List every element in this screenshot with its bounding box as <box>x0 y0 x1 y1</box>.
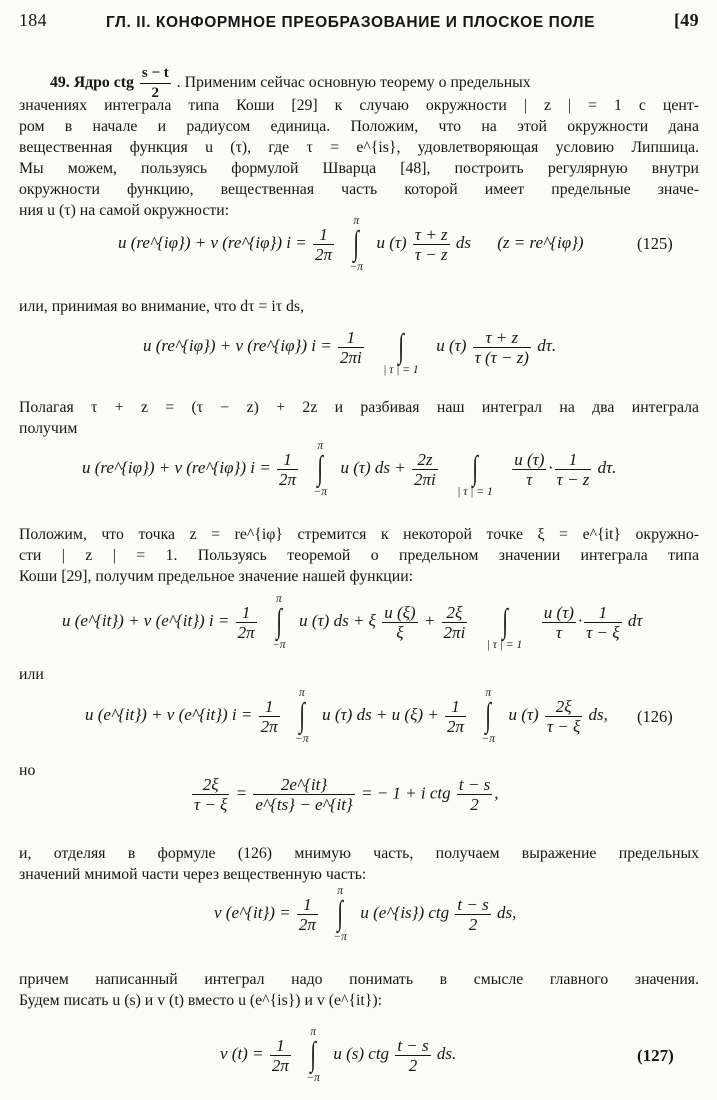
equation-f <box>214 885 516 943</box>
eq-fraction <box>259 697 280 736</box>
frac-num: 1 <box>236 603 257 623</box>
frac-den: τ <box>526 469 533 489</box>
frac-den: 2 <box>470 795 479 814</box>
section-frac-den: 2 <box>151 85 160 101</box>
text-line: получим <box>19 420 78 437</box>
eq-fraction <box>297 895 318 934</box>
frac-den: τ − ξ <box>194 795 228 814</box>
frac-num: 1 <box>259 697 280 717</box>
frac-num: τ + z <box>414 224 448 244</box>
integral-upper-limit: π <box>299 687 305 699</box>
eq-tail: ds, <box>588 704 608 724</box>
eq-integrand: u (τ) <box>508 704 539 724</box>
eq-fraction <box>457 775 492 814</box>
equation-126 <box>85 687 608 745</box>
text-line: Будем писать u (s) и v (t) вместо u (e^{is}) и v (e^{it}): <box>19 992 383 1009</box>
frac-den: 2π <box>237 622 255 642</box>
paragraph-4 <box>19 843 699 885</box>
frac-num: 1 <box>338 328 364 348</box>
equation-d: u (e^{it}) + v (e^{it}) i = $\frac{1}{2\pi}$ π ∫ −π u (τ) ds + ξ $\frac{u (\xi)}{\xi}$ + $\frac{2\xi}{2\pi i}$ ∫ | τ | = 1 $\frac{u (\tau)}{\tau}$ · $\frac{1}{\tau - \xi}$ dτ <box>62 593 643 651</box>
frac-den: 2π <box>447 716 465 736</box>
eq-fraction <box>455 895 490 934</box>
eq-lhs: u (e^{it}) + v (e^{it}) i = <box>85 704 253 724</box>
eq-fraction <box>512 450 546 489</box>
eq-fraction <box>277 450 298 489</box>
eq-integrand: u (τ) <box>376 232 407 252</box>
text-line: или <box>19 666 44 683</box>
text-line: причем написанный интеграл надо понимать в смысле главного значения. <box>19 971 699 988</box>
eq-integrand: u (s) ctg <box>333 1043 390 1063</box>
chapter-title: ГЛ. II. КОНФОРМНОЕ ПРЕОБРАЗОВАНИЕ И ПЛОСКОЕ ПОЛЕ <box>106 14 596 31</box>
frac-num: 1 <box>445 697 466 717</box>
text-line: вещественная функция u (τ), где τ = e^{is}, удовлетворяющая условию Липшица. <box>19 139 699 156</box>
text-or-2 <box>19 664 699 685</box>
text-line: ния u (τ) на самой окружности: <box>19 202 230 219</box>
frac-den: e^{ts} − e^{it} <box>255 795 353 814</box>
eq-fraction <box>542 603 576 642</box>
equation-c: u (re^{iφ}) + v (re^{iφ}) i = $\frac{1}{2\pi}$ π ∫ −π u (τ) ds + $\frac{2z}{2\pi i}$ ∫ | τ | = 1 $\frac{u (\tau)}{\tau}$ · $\frac{1}{\tau - z}$ dτ. <box>82 440 617 498</box>
text-line: значениях интеграла типа Коши [29] к случаю окружности | z | = 1 с цент- <box>19 97 699 114</box>
page-number: 184 <box>19 10 47 30</box>
integral-lower-limit: −π <box>349 261 364 273</box>
integral-lower-limit: −π <box>481 733 496 745</box>
eq-integrand: u (τ) ds + <box>340 457 406 477</box>
frac-num: t − s <box>397 1035 429 1055</box>
equation-e <box>190 775 498 814</box>
eq-fraction <box>313 225 334 264</box>
frac-den: 2πi <box>443 622 466 642</box>
text-line: окружности функцию, вещественная часть которой имеет предельные значе- <box>19 181 699 198</box>
integral-lower-limit: | τ | = 1 <box>383 364 419 376</box>
frac-num: 2ξ <box>192 775 229 795</box>
frac-den: 2π <box>298 914 316 934</box>
integral-sign: π ∫ −π <box>327 885 353 943</box>
text-or-1 <box>19 296 699 317</box>
frac-num: 1 <box>313 225 334 245</box>
equation-b <box>143 318 556 376</box>
equation-number: (126) <box>637 707 673 726</box>
section-ref: [49 <box>674 10 699 30</box>
text-line: но <box>19 762 36 779</box>
eq-fraction <box>270 1036 291 1075</box>
section-intro: . Применим сейчас основную теорему о предельных <box>176 74 531 92</box>
frac-den: 2π <box>278 469 296 489</box>
eq-fraction <box>584 603 621 642</box>
text-line: Мы можем, пользуясь формулой Шварца [48], построить регулярную внутри <box>19 160 699 177</box>
eq-operator: + <box>423 610 436 630</box>
text-line: Коши [29], получим предельное значение нашей функции: <box>19 568 414 585</box>
equation-number: (125) <box>637 234 673 253</box>
integral-sign: ∫ | τ | = 1 <box>373 318 429 376</box>
eq-tail: dτ. <box>597 457 617 477</box>
frac-den: ξ <box>396 622 404 642</box>
eq-lhs: v (t) = <box>220 1043 264 1063</box>
eq-fraction <box>545 697 582 736</box>
equation-number: (127) <box>637 1046 674 1065</box>
frac-num: t − s <box>457 894 489 914</box>
integral-upper-limit: π <box>310 1026 316 1038</box>
equation-127 <box>220 1026 456 1084</box>
integral-upper-limit: π <box>276 593 282 605</box>
integral-sign: π ∫ −π <box>307 440 333 498</box>
paragraph-1 <box>19 95 699 221</box>
section-label: 49. Ядро ctg <box>50 74 134 92</box>
eq-lhs: u (re^{iφ}) + v (re^{iφ}) i = <box>118 232 307 252</box>
eq-integrand: u (τ) ds + u (ξ) + <box>322 704 439 724</box>
eq-fraction <box>555 450 592 489</box>
integral-upper-limit: π <box>337 885 344 897</box>
eq-fraction <box>473 328 531 367</box>
eq-fraction <box>236 603 257 642</box>
frac-den: τ − ξ <box>546 716 581 736</box>
frac-den: 2πi <box>414 469 436 489</box>
text-line: ром в начале и радиусом единица. Положим, что на этой окружности дана <box>19 118 699 135</box>
frac-den: τ − z <box>556 469 590 489</box>
frac-num: τ + z <box>473 328 531 348</box>
eq-fraction <box>412 450 438 489</box>
eq-lhs: u (re^{iφ}) + v (re^{iφ}) i = <box>82 457 271 477</box>
paragraph-2 <box>19 397 699 439</box>
eq-lhs: v (e^{it}) = <box>214 902 291 922</box>
frac-den: 2πi <box>339 347 362 367</box>
eq-fraction <box>413 225 450 264</box>
frac-num: 2z <box>412 450 438 470</box>
paragraph-3 <box>19 524 699 587</box>
frac-den: 2π <box>314 244 332 264</box>
integral-upper-limit: π <box>485 687 492 699</box>
frac-num: 2ξ <box>442 603 468 623</box>
eq-fraction <box>445 697 466 736</box>
frac-num: t − s <box>458 775 491 794</box>
frac-num: 1 <box>584 603 621 623</box>
text-line: Полагая τ + z = (τ − z) + 2z и разбивая наш интеграл на два интеграла <box>19 399 699 416</box>
eq-tail: dτ. <box>537 335 557 355</box>
frac-den: τ (τ − z) <box>474 347 529 367</box>
frac-den: 2π <box>260 716 278 736</box>
integral-sign: ∫ | τ | = 1 <box>447 440 503 498</box>
integral-lower-limit: −π <box>333 931 347 943</box>
frac-num: u (τ) <box>514 449 545 469</box>
eq-tail: , <box>494 783 499 803</box>
integral-sign: π ∫ −π <box>289 687 315 745</box>
eq-fraction <box>395 1036 430 1075</box>
frac-num: 1 <box>297 895 318 915</box>
integral-lower-limit: −π <box>295 733 309 745</box>
frac-num: u (ξ) <box>384 602 416 622</box>
eq-integrand: u (τ) ds + ξ <box>299 610 376 630</box>
eq-tail: ds. <box>436 1043 457 1063</box>
eq-tail: ds <box>455 232 471 252</box>
paragraph-5 <box>19 969 699 1011</box>
frac-num: 2ξ <box>545 697 582 717</box>
text-line: сти | z | = 1. Пользуясь теоремой о предельном значении интеграла типа <box>19 547 699 564</box>
eq-tail: ds, <box>496 902 517 922</box>
text-line: значений мнимой части через вещественную часть: <box>19 866 367 883</box>
integral-lower-limit: −π <box>272 639 286 651</box>
equation-125 <box>118 215 584 273</box>
integral-sign: π ∫ −π <box>300 1026 326 1084</box>
frac-den: τ <box>555 622 562 642</box>
frac-den: 2 <box>408 1055 418 1075</box>
eq-rhs: = − 1 + i ctg <box>360 783 451 803</box>
eq-fraction <box>192 775 229 814</box>
integral-sign: π ∫ −π <box>266 593 292 651</box>
integral-sign: ∫ | τ | = 1 <box>477 593 533 651</box>
frac-num: 1 <box>270 1036 291 1056</box>
eq-integrand: u (e^{is}) ctg <box>360 902 450 922</box>
frac-num: 2e^{it} <box>253 775 354 795</box>
eq-fraction <box>442 603 468 642</box>
integral-sign: π ∫ −π <box>475 687 501 745</box>
eq-operator: = <box>235 783 248 803</box>
integral-upper-limit: π <box>353 215 360 227</box>
eq-lhs: u (e^{it}) + v (e^{it}) i = <box>62 610 230 630</box>
frac-den: τ − ξ <box>586 622 620 642</box>
eq-integrand: u (τ) <box>436 335 467 355</box>
eq-fraction <box>382 603 417 642</box>
frac-den: τ − z <box>414 244 448 264</box>
text-line: Положим, что точка z = re^{iφ} стремится к некоторой точке ξ = e^{it} окружно- <box>19 526 699 543</box>
eq-tail: dτ <box>627 610 643 630</box>
section-frac-num: s − t <box>140 64 171 84</box>
frac-num: u (τ) <box>543 602 574 622</box>
frac-den: 2π <box>271 1055 289 1075</box>
integral-lower-limit: −π <box>313 486 328 498</box>
frac-den: 2 <box>468 914 478 934</box>
text-line: и, отделяя в формуле (126) мнимую часть, получаем выражение предельных <box>19 845 699 862</box>
integral-sign: π ∫ −π <box>343 215 369 273</box>
eq-fraction <box>253 775 354 814</box>
text-line: или, принимая во внимание, что dτ = iτ ds, <box>19 298 305 315</box>
eq-lhs: u (re^{iφ}) + v (re^{iφ}) i = <box>143 335 332 355</box>
integral-upper-limit: π <box>317 440 324 452</box>
frac-num: 1 <box>277 450 298 470</box>
eq-fraction <box>338 328 364 367</box>
integral-lower-limit: | τ | = 1 <box>457 486 493 498</box>
integral-lower-limit: −π <box>306 1072 320 1084</box>
frac-num: 1 <box>555 450 592 470</box>
eq-condition: (z = re^{iφ}) <box>497 232 584 252</box>
integral-lower-limit: | τ | = 1 <box>486 639 523 651</box>
